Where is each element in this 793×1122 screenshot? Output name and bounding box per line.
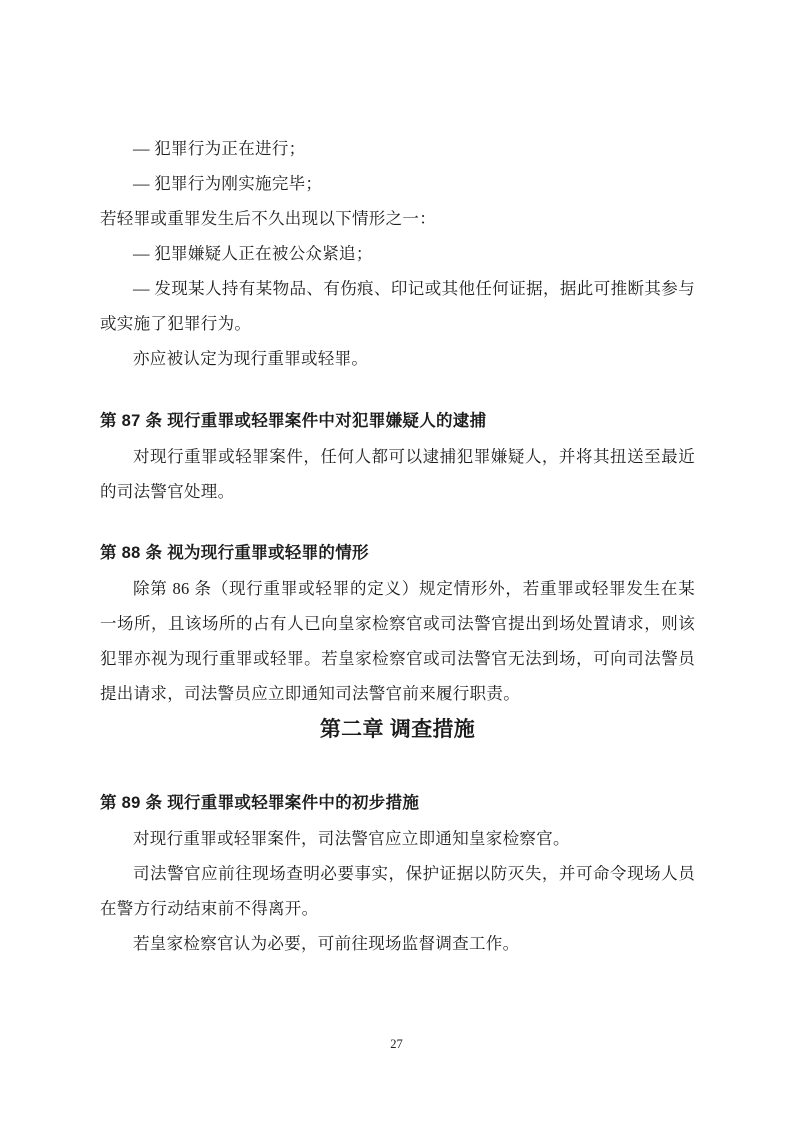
list-item-crime-just-committed: — 犯罪行为刚实施完毕； (133, 174, 323, 193)
list-item-crime-in-progress: — 犯罪行为正在进行； (133, 139, 306, 158)
list-item-evidence-found: — 发现某人持有某物品、有伤痕、印记或其他任何证据，据此可推断其参与或实施了犯罪行为。 (100, 279, 695, 333)
paragraph-lead-conditions: 若轻罪或重罪发生后不久出现以下情形之一： (100, 209, 436, 228)
list-item-suspect-pursued: — 犯罪嫌疑人正在被公众紧追； (133, 244, 373, 263)
paragraph-also-deemed: 亦应被认定为现行重罪或轻罪。 (133, 349, 369, 368)
article-87-heading: 第 87 条 现行重罪或轻罪案件中对犯罪嫌疑人的逮捕 (100, 412, 487, 430)
article-88-heading: 第 88 条 视为现行重罪或轻罪的情形 (100, 544, 369, 562)
article-87-body: 对现行重罪或轻罪案件，任何人都可以逮捕犯罪嫌疑人，并将其扭送至最近的司法警官处理。 (100, 447, 695, 501)
article-89-body-paragraph-1: 对现行重罪或轻罪案件，司法警官应立即通知皇家检察官。 (133, 829, 570, 848)
article-89-body-paragraph-2: 司法警官应前往现场查明必要事实，保护证据以防灭失，并可命令现场人员在警方行动结束前不得离开。 (100, 864, 695, 918)
page-number: 27 (390, 1037, 403, 1051)
chapter-2-heading: 第二章 调查措施 (319, 718, 476, 741)
article-88-body: 除第 86 条（现行重罪或轻罪的定义）规定情形外，若重罪或轻罪发生在某一场所，且该场所的占有人已向皇家检察官或司法警官提出到场处置请求，则该犯罪亦视为现行重罪或轻罪。若皇家检察官或司法警官无法到场，可向司法警员提出请求，司法警员应立即通知司法警官前来履行职责。 (100, 579, 695, 703)
page-body-text (100, 131, 695, 961)
article-89-heading: 第 89 条 现行重罪或轻罪案件中的初步措施 (100, 794, 420, 812)
article-89-body-paragraph-3: 若皇家检察官认为必要，可前往现场监督调查工作。 (133, 934, 520, 953)
